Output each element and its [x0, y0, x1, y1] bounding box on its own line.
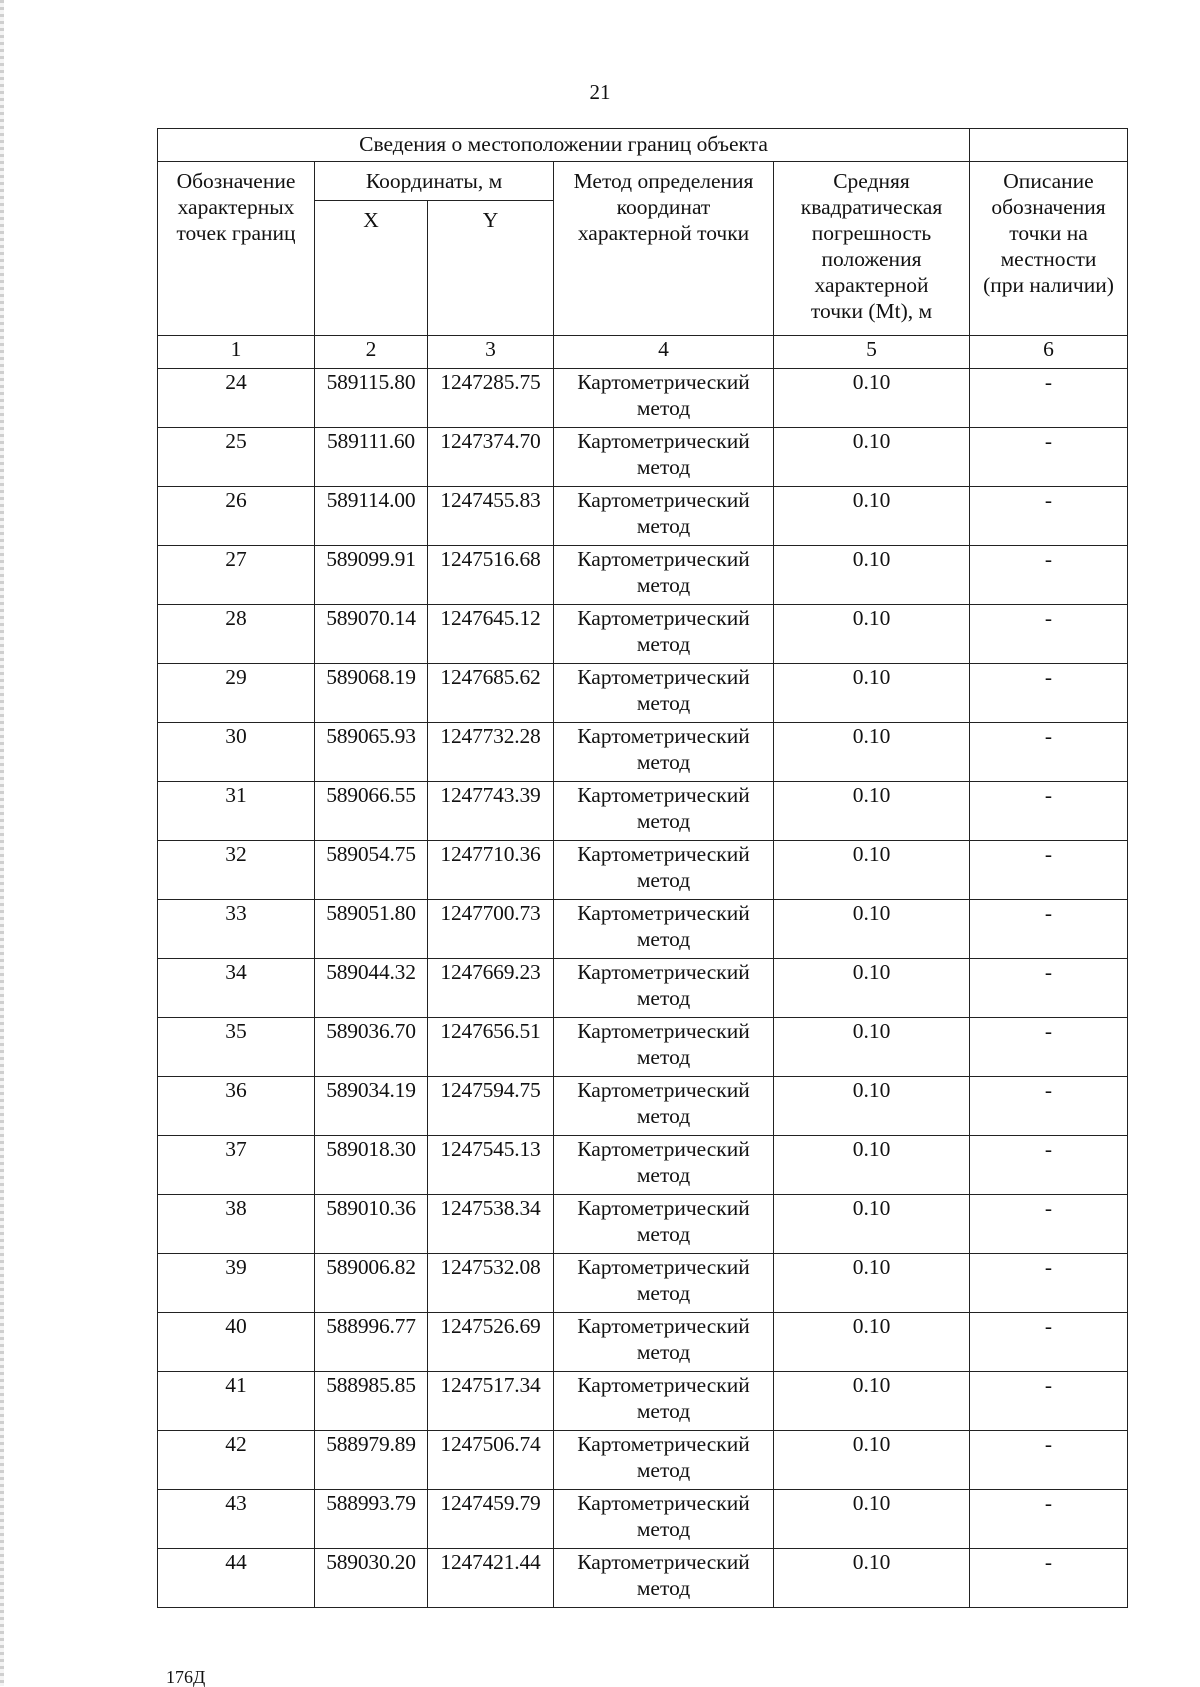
- method-cell: [554, 723, 774, 782]
- header-line: характерных: [177, 195, 295, 219]
- method-line-2: метод: [636, 1163, 691, 1187]
- table-row: [158, 1077, 1128, 1136]
- y-coordinate-cell: 1247594.75: [428, 1077, 554, 1136]
- method-line-1: Картометрический: [577, 1078, 750, 1102]
- mean-error-cell: 0.10: [774, 605, 970, 664]
- mean-error-cell: 0.10: [774, 900, 970, 959]
- description-cell: -: [970, 782, 1128, 841]
- method-cell: [554, 782, 774, 841]
- method-cell: [554, 664, 774, 723]
- y-coordinate-cell: 1247700.73: [428, 900, 554, 959]
- mean-error-cell: 0.10: [774, 546, 970, 605]
- y-coordinate-cell: 1247743.39: [428, 782, 554, 841]
- y-coordinate-cell: 1247285.75: [428, 369, 554, 428]
- method-line-2: метод: [636, 691, 691, 715]
- mean-error-cell: 0.10: [774, 1372, 970, 1431]
- method-line-2: метод: [636, 868, 691, 892]
- point-number-cell: 38: [158, 1195, 315, 1254]
- y-coordinate-cell: 1247545.13: [428, 1136, 554, 1195]
- method-line-1: Картометрический: [577, 665, 750, 689]
- header-line: местности: [1000, 247, 1097, 271]
- method-line-2: метод: [636, 573, 691, 597]
- method-line-2: метод: [636, 750, 691, 774]
- method-cell: [554, 605, 774, 664]
- description-cell: -: [970, 1313, 1128, 1372]
- description-cell: -: [970, 369, 1128, 428]
- x-coordinate-cell: 588993.79: [315, 1490, 428, 1549]
- method-line-2: метод: [636, 1340, 691, 1364]
- table-row: [158, 1549, 1128, 1608]
- method-cell: [554, 487, 774, 546]
- x-coordinate-cell: 589044.32: [315, 959, 428, 1018]
- column-number: 4: [554, 336, 774, 369]
- method-cell: [554, 1431, 774, 1490]
- y-coordinate-cell: 1247374.70: [428, 428, 554, 487]
- header-description: [970, 162, 1128, 336]
- method-line-2: метод: [636, 1517, 691, 1541]
- x-coordinate-cell: 589036.70: [315, 1018, 428, 1077]
- header-line: Метод определения: [573, 169, 754, 193]
- table-row: [158, 900, 1128, 959]
- description-cell: -: [970, 428, 1128, 487]
- point-number-cell: 25: [158, 428, 315, 487]
- caption-row: [158, 129, 1128, 162]
- table-row: [158, 487, 1128, 546]
- method-line-2: метод: [636, 455, 691, 479]
- mean-error-cell: 0.10: [774, 1195, 970, 1254]
- method-line-1: Картометрический: [577, 724, 750, 748]
- method-line-1: Картометрический: [577, 1432, 750, 1456]
- method-cell: [554, 1136, 774, 1195]
- method-cell: [554, 1195, 774, 1254]
- header-x: X: [315, 201, 428, 336]
- y-coordinate-cell: 1247421.44: [428, 1549, 554, 1608]
- description-cell: -: [970, 1195, 1128, 1254]
- x-coordinate-cell: 589068.19: [315, 664, 428, 723]
- mean-error-cell: 0.10: [774, 369, 970, 428]
- mean-error-cell: 0.10: [774, 959, 970, 1018]
- description-cell: -: [970, 1431, 1128, 1490]
- header-line: точки (Mt), м: [810, 299, 933, 323]
- method-line-1: Картометрический: [577, 429, 750, 453]
- point-number-cell: 44: [158, 1549, 315, 1608]
- description-cell: -: [970, 487, 1128, 546]
- header-line: точек границ: [176, 221, 296, 245]
- table-row: [158, 782, 1128, 841]
- mean-error-cell: 0.10: [774, 487, 970, 546]
- y-coordinate-cell: 1247710.36: [428, 841, 554, 900]
- point-number-cell: 31: [158, 782, 315, 841]
- description-cell: -: [970, 1549, 1128, 1608]
- y-coordinate-cell: 1247506.74: [428, 1431, 554, 1490]
- x-coordinate-cell: 589065.93: [315, 723, 428, 782]
- mean-error-cell: 0.10: [774, 1549, 970, 1608]
- method-line-2: метод: [636, 1104, 691, 1128]
- method-line-2: метод: [636, 1399, 691, 1423]
- point-number-cell: 43: [158, 1490, 315, 1549]
- header-line: точки на: [1009, 221, 1088, 245]
- table-row: [158, 546, 1128, 605]
- column-number: 1: [158, 336, 315, 369]
- header-coordinates: Координаты, м: [315, 162, 554, 201]
- y-coordinate-cell: 1247685.62: [428, 664, 554, 723]
- point-number-cell: 40: [158, 1313, 315, 1372]
- description-cell: -: [970, 1372, 1128, 1431]
- table-row: [158, 605, 1128, 664]
- table-row: [158, 1490, 1128, 1549]
- scan-edge: [0, 0, 4, 1686]
- method-line-1: Картометрический: [577, 901, 750, 925]
- mean-error-cell: 0.10: [774, 664, 970, 723]
- point-number-cell: 28: [158, 605, 315, 664]
- table-row: [158, 1136, 1128, 1195]
- method-line-1: Картометрический: [577, 842, 750, 866]
- table-row: [158, 1018, 1128, 1077]
- method-line-2: метод: [636, 1045, 691, 1069]
- method-cell: [554, 1313, 774, 1372]
- method-line-1: Картометрический: [577, 1255, 750, 1279]
- method-cell: [554, 959, 774, 1018]
- header-line: характерной: [814, 273, 929, 297]
- y-coordinate-cell: 1247669.23: [428, 959, 554, 1018]
- x-coordinate-cell: 588985.85: [315, 1372, 428, 1431]
- method-line-1: Картометрический: [577, 370, 750, 394]
- point-number-cell: 37: [158, 1136, 315, 1195]
- method-line-1: Картометрический: [577, 1491, 750, 1515]
- table-row: [158, 723, 1128, 782]
- method-line-2: метод: [636, 1281, 691, 1305]
- description-cell: -: [970, 1254, 1128, 1313]
- point-number-cell: 32: [158, 841, 315, 900]
- point-number-cell: 41: [158, 1372, 315, 1431]
- header-line: характерной точки: [577, 221, 750, 245]
- description-cell: -: [970, 546, 1128, 605]
- method-cell: [554, 1372, 774, 1431]
- mean-error-cell: 0.10: [774, 1431, 970, 1490]
- x-coordinate-cell: 589111.60: [315, 428, 428, 487]
- table-row: [158, 1313, 1128, 1372]
- header-line: (при наличии): [983, 273, 1114, 297]
- point-number-cell: 42: [158, 1431, 315, 1490]
- method-line-1: Картометрический: [577, 1373, 750, 1397]
- y-coordinate-cell: 1247656.51: [428, 1018, 554, 1077]
- method-line-1: Картометрический: [577, 783, 750, 807]
- method-cell: [554, 1018, 774, 1077]
- table-row: [158, 1254, 1128, 1313]
- x-coordinate-cell: 589010.36: [315, 1195, 428, 1254]
- method-line-2: метод: [636, 809, 691, 833]
- point-number-cell: 26: [158, 487, 315, 546]
- header-line: координат: [616, 195, 711, 219]
- table-row: [158, 1195, 1128, 1254]
- column-number: 2: [315, 336, 428, 369]
- table-row: [158, 1431, 1128, 1490]
- method-line-1: Картометрический: [577, 547, 750, 571]
- point-number-cell: 34: [158, 959, 315, 1018]
- method-cell: [554, 1549, 774, 1608]
- column-number: 3: [428, 336, 554, 369]
- method-line-1: Картометрический: [577, 1137, 750, 1161]
- x-coordinate-cell: 589030.20: [315, 1549, 428, 1608]
- description-cell: -: [970, 1490, 1128, 1549]
- description-cell: -: [970, 1077, 1128, 1136]
- point-number-cell: 36: [158, 1077, 315, 1136]
- method-cell: [554, 546, 774, 605]
- header-line: положения: [821, 247, 922, 271]
- header-line: погрешность: [811, 221, 932, 245]
- header-row: [158, 162, 1128, 201]
- boundary-coordinates-table: [157, 128, 1128, 1608]
- method-line-2: метод: [636, 986, 691, 1010]
- method-cell: [554, 428, 774, 487]
- table-caption: Сведения о местоположении границ объекта: [158, 129, 970, 162]
- y-coordinate-cell: 1247538.34: [428, 1195, 554, 1254]
- method-line-2: метод: [636, 927, 691, 951]
- x-coordinate-cell: 589018.30: [315, 1136, 428, 1195]
- table-row: [158, 959, 1128, 1018]
- x-coordinate-cell: 589034.19: [315, 1077, 428, 1136]
- method-cell: [554, 1254, 774, 1313]
- y-coordinate-cell: 1247526.69: [428, 1313, 554, 1372]
- x-coordinate-cell: 589066.55: [315, 782, 428, 841]
- method-cell: [554, 1490, 774, 1549]
- method-line-2: метод: [636, 396, 691, 420]
- description-cell: -: [970, 841, 1128, 900]
- y-coordinate-cell: 1247517.34: [428, 1372, 554, 1431]
- point-number-cell: 24: [158, 369, 315, 428]
- method-cell: [554, 1077, 774, 1136]
- table-row: [158, 369, 1128, 428]
- table-row: [158, 841, 1128, 900]
- description-cell: -: [970, 900, 1128, 959]
- footer-code: 176Д: [166, 1667, 206, 1687]
- mean-error-cell: 0.10: [774, 1313, 970, 1372]
- description-cell: -: [970, 959, 1128, 1018]
- page-number: 21: [589, 80, 611, 104]
- method-cell: [554, 841, 774, 900]
- header-line: Средняя: [833, 169, 910, 193]
- method-line-1: Картометрический: [577, 1196, 750, 1220]
- table-row: [158, 1372, 1128, 1431]
- description-cell: -: [970, 664, 1128, 723]
- method-line-2: метод: [636, 632, 691, 656]
- mean-error-cell: 0.10: [774, 1018, 970, 1077]
- mean-error-cell: 0.10: [774, 841, 970, 900]
- description-cell: -: [970, 1136, 1128, 1195]
- mean-error-cell: 0.10: [774, 428, 970, 487]
- x-coordinate-cell: 589115.80: [315, 369, 428, 428]
- header-method: [554, 162, 774, 336]
- mean-error-cell: 0.10: [774, 723, 970, 782]
- point-number-cell: 39: [158, 1254, 315, 1313]
- header-mean-error: [774, 162, 970, 336]
- method-line-1: Картометрический: [577, 960, 750, 984]
- header-line: квадратическая: [800, 195, 943, 219]
- y-coordinate-cell: 1247516.68: [428, 546, 554, 605]
- method-line-2: метод: [636, 1576, 691, 1600]
- x-coordinate-cell: 589114.00: [315, 487, 428, 546]
- header-line: Обозначение: [176, 169, 296, 193]
- header-point-designation: [158, 162, 315, 336]
- method-line-1: Картометрический: [577, 488, 750, 512]
- mean-error-cell: 0.10: [774, 782, 970, 841]
- method-cell: [554, 369, 774, 428]
- header-line: Описание: [1003, 169, 1094, 193]
- method-line-1: Картометрический: [577, 606, 750, 630]
- description-cell: -: [970, 605, 1128, 664]
- description-cell: -: [970, 1018, 1128, 1077]
- mean-error-cell: 0.10: [774, 1136, 970, 1195]
- y-coordinate-cell: 1247645.12: [428, 605, 554, 664]
- description-cell: -: [970, 723, 1128, 782]
- point-number-cell: 29: [158, 664, 315, 723]
- column-number: 5: [774, 336, 970, 369]
- y-coordinate-cell: 1247732.28: [428, 723, 554, 782]
- mean-error-cell: 0.10: [774, 1254, 970, 1313]
- method-cell: [554, 900, 774, 959]
- method-line-1: Картометрический: [577, 1550, 750, 1574]
- x-coordinate-cell: 589051.80: [315, 900, 428, 959]
- point-number-cell: 33: [158, 900, 315, 959]
- x-coordinate-cell: 588996.77: [315, 1313, 428, 1372]
- method-line-2: метод: [636, 514, 691, 538]
- point-number-cell: 35: [158, 1018, 315, 1077]
- table-row: [158, 664, 1128, 723]
- method-line-2: метод: [636, 1458, 691, 1482]
- y-coordinate-cell: 1247532.08: [428, 1254, 554, 1313]
- point-number-cell: 27: [158, 546, 315, 605]
- y-coordinate-cell: 1247459.79: [428, 1490, 554, 1549]
- x-coordinate-cell: 589099.91: [315, 546, 428, 605]
- x-coordinate-cell: 588979.89: [315, 1431, 428, 1490]
- x-coordinate-cell: 589054.75: [315, 841, 428, 900]
- method-line-1: Картометрический: [577, 1314, 750, 1338]
- column-number: 6: [970, 336, 1128, 369]
- method-line-2: метод: [636, 1222, 691, 1246]
- header-line: обозначения: [991, 195, 1106, 219]
- mean-error-cell: 0.10: [774, 1490, 970, 1549]
- header-y: Y: [428, 201, 554, 336]
- column-number-row: [158, 336, 1128, 369]
- mean-error-cell: 0.10: [774, 1077, 970, 1136]
- table-row: [158, 428, 1128, 487]
- method-line-1: Картометрический: [577, 1019, 750, 1043]
- point-number-cell: 30: [158, 723, 315, 782]
- x-coordinate-cell: 589070.14: [315, 605, 428, 664]
- y-coordinate-cell: 1247455.83: [428, 487, 554, 546]
- x-coordinate-cell: 589006.82: [315, 1254, 428, 1313]
- caption-empty-cell: [970, 129, 1128, 162]
